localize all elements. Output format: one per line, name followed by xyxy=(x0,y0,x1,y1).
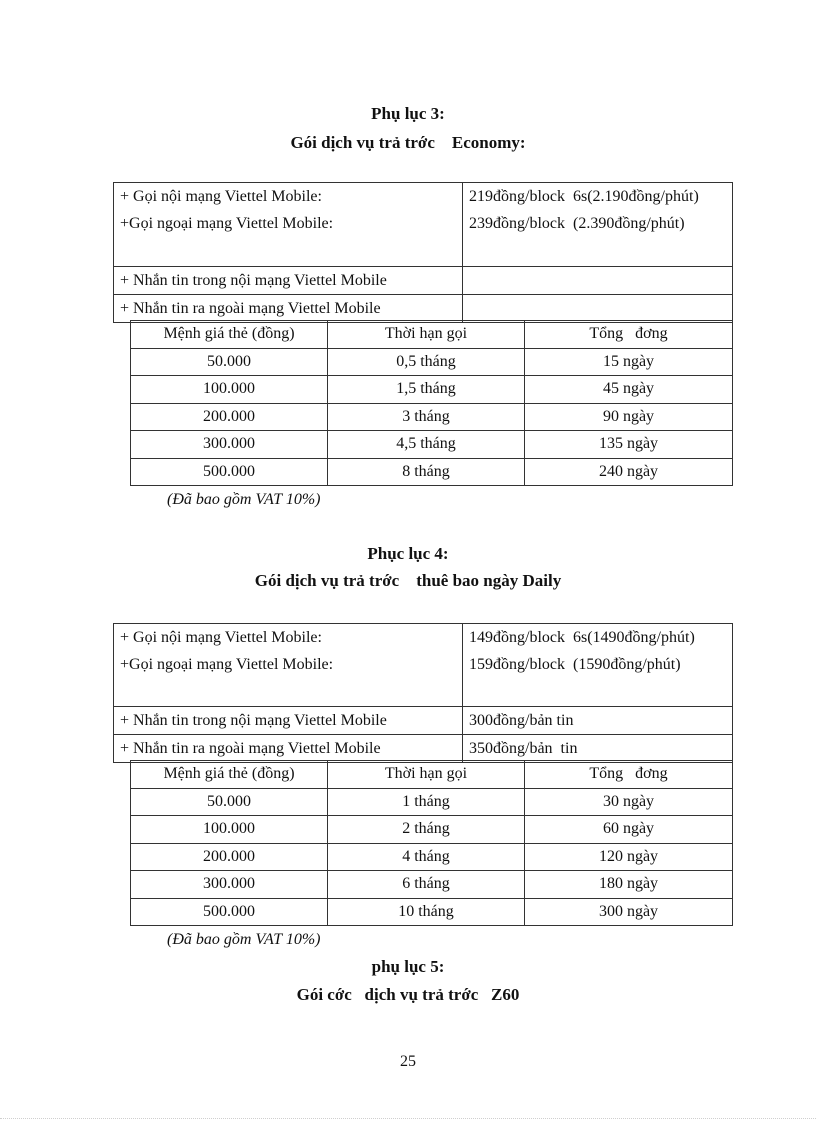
appendix-5-subtitle: Gói cớc dịch vụ trả trớc Z60 xyxy=(296,985,520,1004)
call-period-cell: 2 tháng xyxy=(328,816,525,844)
card-value-cell: 300.000 xyxy=(131,871,328,899)
table-header-row xyxy=(131,321,733,349)
total-days-cell: 45 ngày xyxy=(525,376,733,404)
sms-external-value xyxy=(463,295,733,323)
card-value-cell: 50.000 xyxy=(131,348,328,376)
table-row xyxy=(131,403,733,431)
call-external-label: +Gọi ngoại mạng Viettel Mobile: xyxy=(120,215,334,232)
total-days-cell: 90 ngày xyxy=(525,403,733,431)
appendix-4-vat-note: (Đã bao gồm VAT 10%) xyxy=(167,931,321,948)
col-header-total: Tổng đơng xyxy=(525,761,733,789)
appendix-3-subtitle: Gói dịch vụ trả trớc Economy: xyxy=(290,133,526,152)
sms-external-value: 350đồng/bản tin xyxy=(463,735,733,763)
table-row xyxy=(114,295,733,323)
call-period-cell: 4,5 tháng xyxy=(328,431,525,459)
appendix-3-title: Phụ lục 3: xyxy=(371,104,445,123)
call-period-cell: 8 tháng xyxy=(328,458,525,486)
total-days-cell: 135 ngày xyxy=(525,431,733,459)
table-row xyxy=(131,458,733,486)
total-days-cell: 240 ngày xyxy=(525,458,733,486)
sms-internal-label: + Nhắn tin trong nội mạng Viettel Mobile xyxy=(114,707,463,735)
table-row xyxy=(131,788,733,816)
total-days-cell: 15 ngày xyxy=(525,348,733,376)
table-row xyxy=(131,843,733,871)
sms-external-label: + Nhắn tin ra ngoài mạng Viettel Mobile xyxy=(114,735,463,763)
call-internal-value: 219đồng/block 6s(2.190đồng/phút) xyxy=(469,188,699,205)
card-value-cell: 100.000 xyxy=(131,816,328,844)
sms-internal-label: + Nhắn tin trong nội mạng Viettel Mobile xyxy=(114,267,463,295)
sms-internal-value: 300đồng/bản tin xyxy=(463,707,733,735)
table-row xyxy=(131,376,733,404)
table-row xyxy=(114,735,733,763)
appendix-3-rate-table xyxy=(113,182,733,323)
col-header-call-period: Thời hạn gọi xyxy=(328,761,525,789)
card-value-cell: 500.000 xyxy=(131,458,328,486)
call-external-value: 239đồng/block (2.390đồng/phút) xyxy=(469,215,685,232)
total-days-cell: 120 ngày xyxy=(525,843,733,871)
table-row xyxy=(131,348,733,376)
total-days-cell: 180 ngày xyxy=(525,871,733,899)
card-value-cell: 200.000 xyxy=(131,843,328,871)
appendix-3-card-table xyxy=(130,320,733,486)
total-days-cell: 60 ngày xyxy=(525,816,733,844)
table-row xyxy=(131,431,733,459)
call-internal-label: + Gọi nội mạng Viettel Mobile: xyxy=(120,629,322,646)
table-row xyxy=(114,183,733,267)
table-row xyxy=(131,816,733,844)
card-value-cell: 50.000 xyxy=(131,788,328,816)
card-value-cell: 500.000 xyxy=(131,898,328,926)
sms-internal-value xyxy=(463,267,733,295)
card-value-cell: 300.000 xyxy=(131,431,328,459)
call-internal-value: 149đồng/block 6s(1490đồng/phút) xyxy=(469,629,695,646)
call-period-cell: 3 tháng xyxy=(328,403,525,431)
total-days-cell: 30 ngày xyxy=(525,788,733,816)
call-external-value: 159đồng/block (1590đồng/phút) xyxy=(469,656,681,673)
call-external-label: +Gọi ngoại mạng Viettel Mobile: xyxy=(120,656,334,673)
appendix-4-card-table xyxy=(130,760,733,926)
appendix-4-subtitle: Gói dịch vụ trả trớc thuê bao ngày Daily xyxy=(254,571,562,590)
table-row xyxy=(131,898,733,926)
page-number: 25 xyxy=(400,1053,416,1070)
card-value-cell: 100.000 xyxy=(131,376,328,404)
call-period-cell: 1,5 tháng xyxy=(328,376,525,404)
appendix-3-vat-note: (Đã bao gồm VAT 10%) xyxy=(167,491,321,508)
appendix-4-rate-table xyxy=(113,623,733,763)
call-period-cell: 1 tháng xyxy=(328,788,525,816)
call-period-cell: 10 tháng xyxy=(328,898,525,926)
col-header-call-period: Thời hạn gọi xyxy=(328,321,525,349)
call-labels-cell xyxy=(114,183,463,267)
col-header-card-value: Mệnh giá thẻ (đồng) xyxy=(131,321,328,349)
table-row xyxy=(114,267,733,295)
table-header-row xyxy=(131,761,733,789)
appendix-4-title: Phục lục 4: xyxy=(367,544,449,563)
appendix-5-title: phụ lục 5: xyxy=(371,957,445,976)
call-labels-cell xyxy=(114,624,463,707)
card-value-cell: 200.000 xyxy=(131,403,328,431)
page-bottom-rule xyxy=(0,1118,816,1120)
call-values-cell xyxy=(463,624,733,707)
call-values-cell xyxy=(463,183,733,267)
table-row xyxy=(131,871,733,899)
col-header-card-value: Mệnh giá thẻ (đồng) xyxy=(131,761,328,789)
call-internal-label: + Gọi nội mạng Viettel Mobile: xyxy=(120,188,322,205)
call-period-cell: 0,5 tháng xyxy=(328,348,525,376)
call-period-cell: 4 tháng xyxy=(328,843,525,871)
table-row xyxy=(114,707,733,735)
table-row xyxy=(114,624,733,707)
total-days-cell: 300 ngày xyxy=(525,898,733,926)
call-period-cell: 6 tháng xyxy=(328,871,525,899)
sms-external-label: + Nhắn tin ra ngoài mạng Viettel Mobile xyxy=(114,295,463,323)
col-header-total: Tổng đơng xyxy=(525,321,733,349)
